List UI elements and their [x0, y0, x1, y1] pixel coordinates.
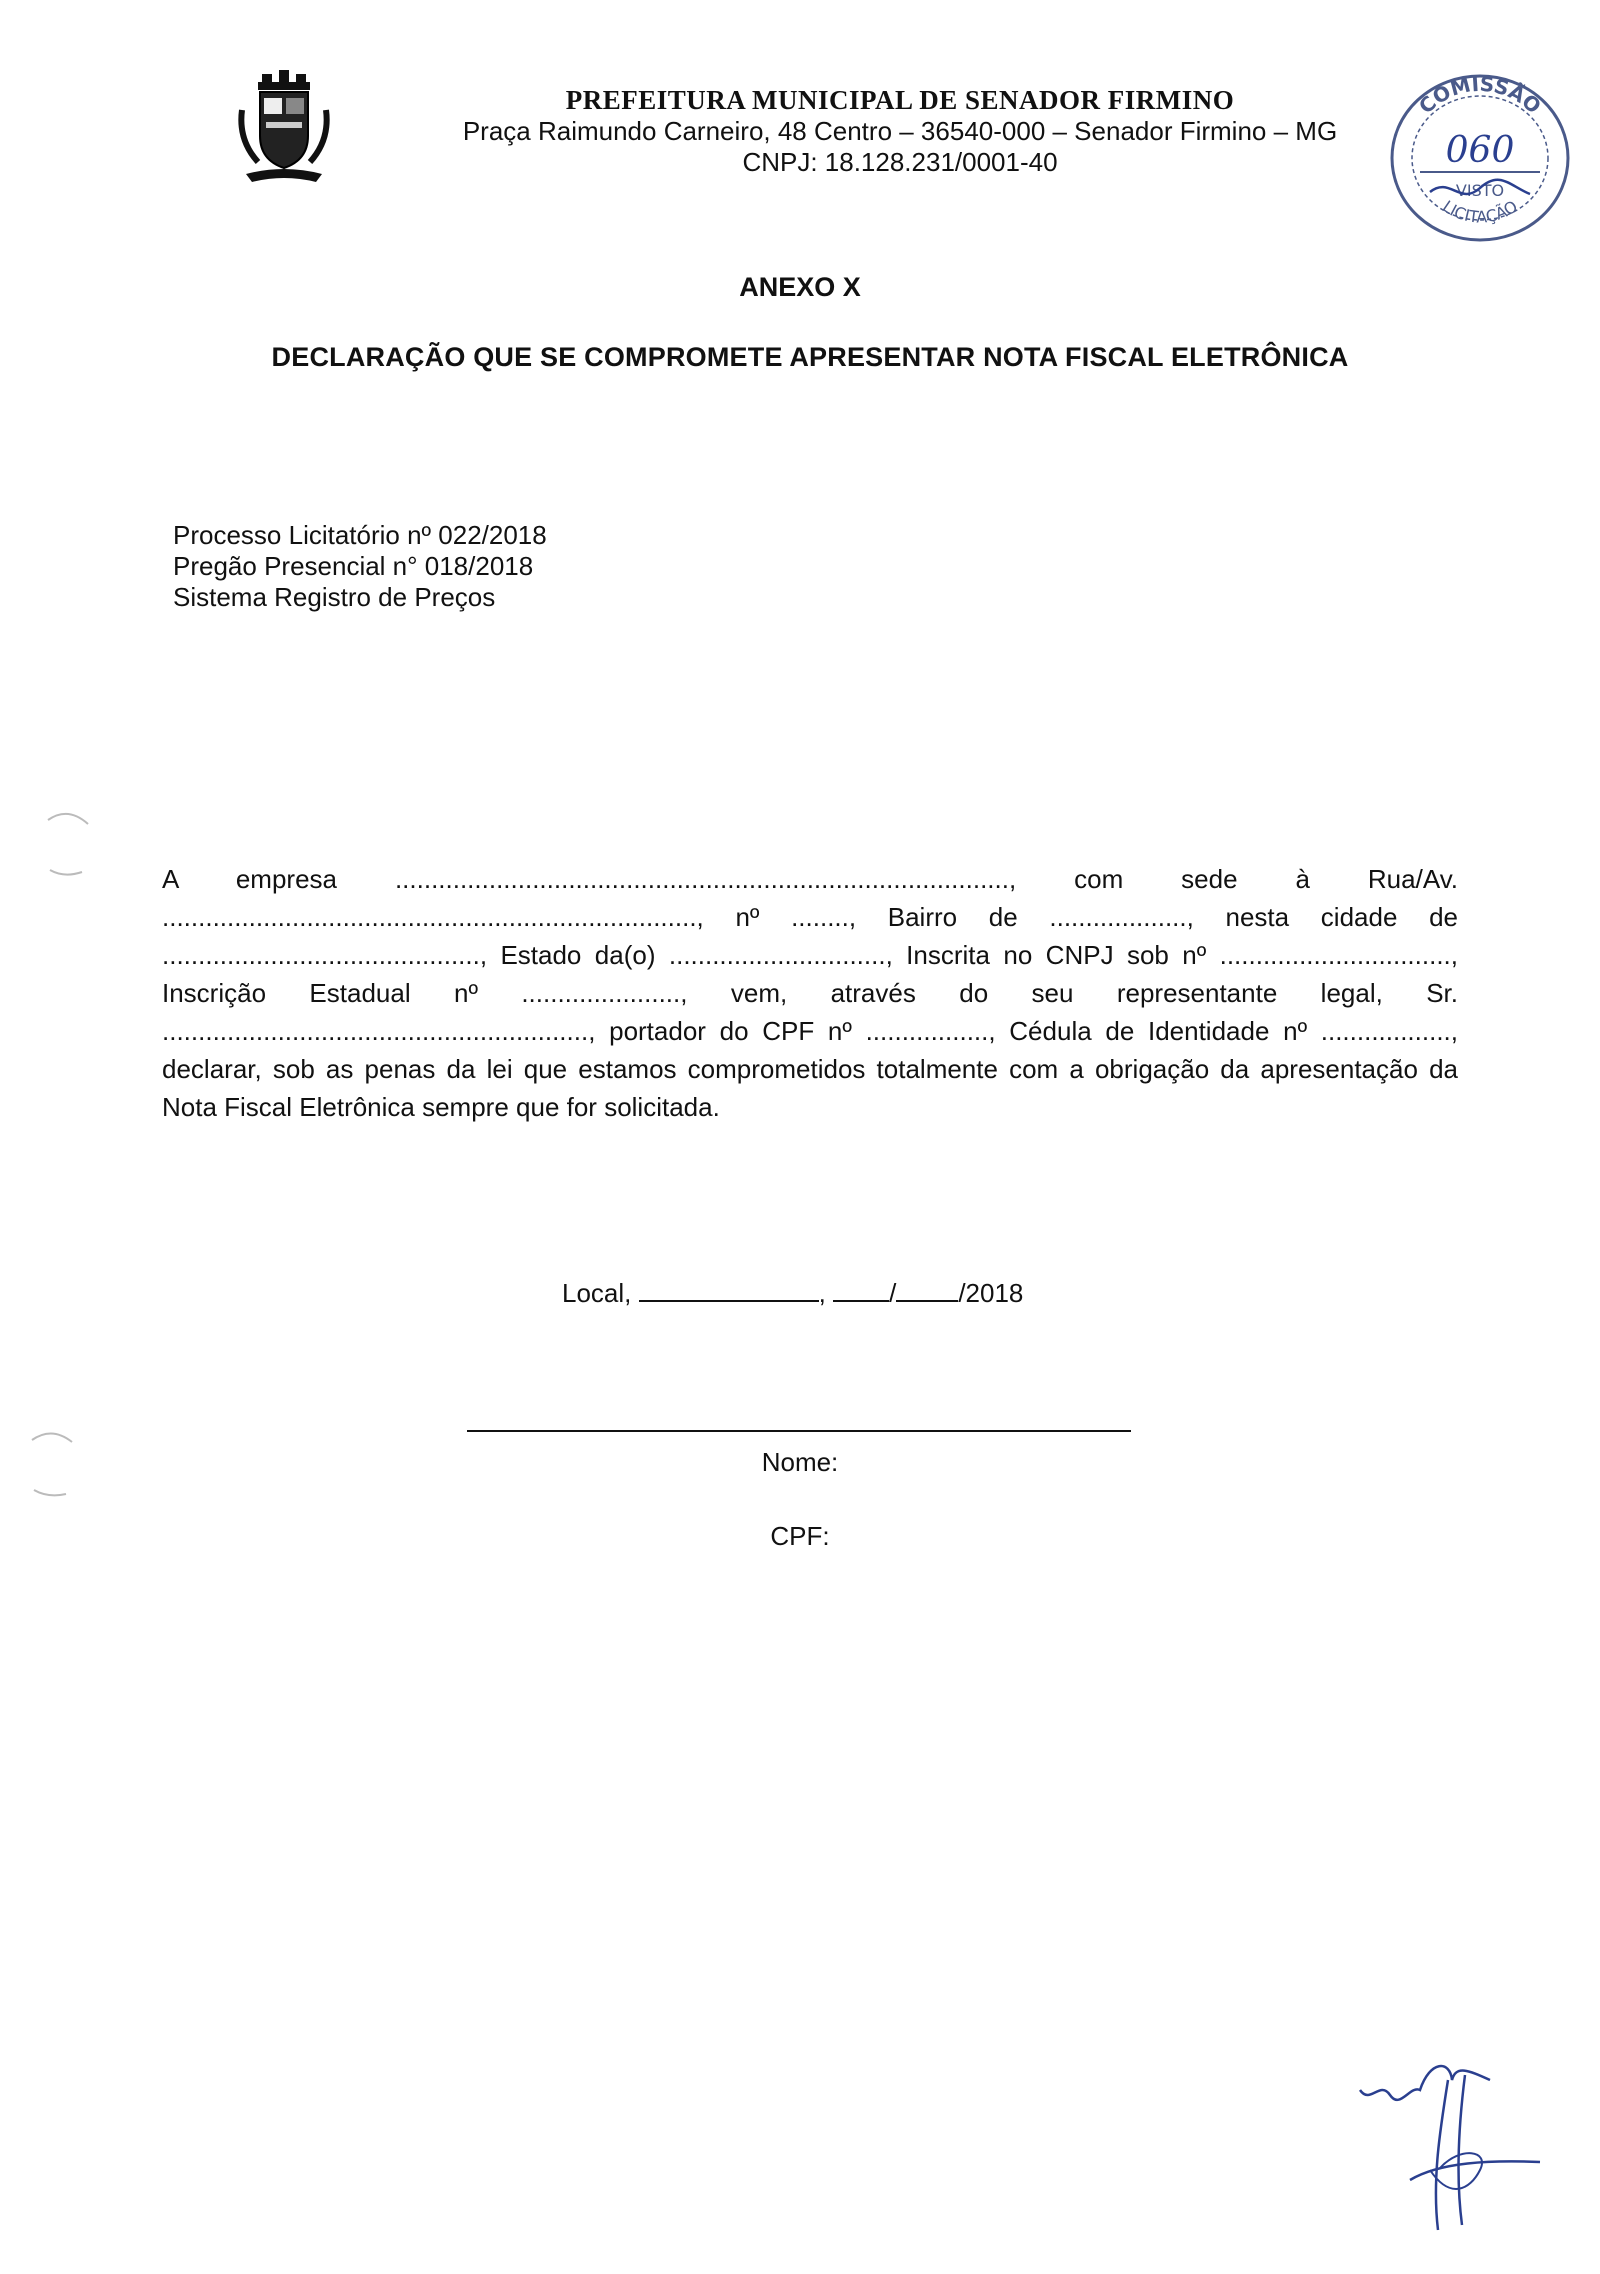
day-blank[interactable] — [833, 1278, 889, 1302]
declaration-paragraph: A empresa ....................................................................................., com sede à Rua/Av. .........................................................................., nº ........, Bairro de ..................., nesta cidade de ............................................, Estado da(o) .............................., Inscrita no CNPJ sob nº ................................, Inscrição Estadual nº ......................, vem, através do seu representante legal, Sr. ..........................................................., portador do CPF nº ................., Cédula de Identidade nº .................., declarar, sob as penas da lei que estamos comprometidos totalmente com a obrigação da apresentação da Nota Fiscal Eletrônica sempre que for solicitada. — [162, 864, 1458, 1122]
price-registry: Sistema Registro de Preços — [173, 582, 496, 612]
auction-number: Pregão Presencial n° 018/2018 — [173, 551, 534, 581]
signature-line[interactable] — [467, 1430, 1131, 1432]
cpf-label: CPF: — [770, 1521, 830, 1551]
local-blank[interactable] — [639, 1278, 819, 1302]
stamp-number: 060 — [1445, 130, 1515, 171]
annex-title: ANEXO X — [739, 272, 861, 302]
coat-of-arms-icon — [236, 70, 332, 188]
date-comma: , — [818, 1278, 826, 1308]
process-info — [173, 520, 547, 613]
svg-text:COMISSÃO — [1414, 72, 1546, 119]
handwritten-rubric — [1340, 2050, 1560, 2250]
declaration-title: DECLARAÇÃO QUE SE COMPROMETE APRESENTAR NOTA FISCAL ELETRÔNICA — [271, 342, 1349, 372]
punch-hole-mark — [38, 800, 98, 890]
stamp-bottom-text: LICITAÇÃO — [1439, 196, 1521, 227]
punch-hole-mark — [24, 1420, 84, 1510]
org-cnpj: CNPJ: 18.128.231/0001-40 — [742, 147, 1058, 177]
svg-text:LICITAÇÃO — [1439, 197, 1521, 227]
commission-stamp — [1380, 66, 1580, 246]
stamp-middle-text: VISTO — [1455, 181, 1505, 200]
date-line — [562, 1278, 1023, 1309]
org-address: Praça Raimundo Carneiro, 48 Centro – 36540-000 – Senador Firmino – MG — [462, 116, 1338, 146]
month-blank[interactable] — [896, 1278, 958, 1302]
letterhead — [400, 84, 1400, 178]
org-name: PREFEITURA MUNICIPAL DE SENADOR FIRMINO — [565, 85, 1235, 115]
date-slash: / — [889, 1278, 897, 1308]
nome-label: Nome: — [761, 1447, 839, 1477]
stamp-top-text: COMISSÃO — [1413, 71, 1546, 119]
process-number: Processo Licitatório nº 022/2018 — [173, 520, 547, 550]
local-label: Local, — [562, 1278, 632, 1308]
year-suffix: /2018 — [958, 1278, 1024, 1308]
